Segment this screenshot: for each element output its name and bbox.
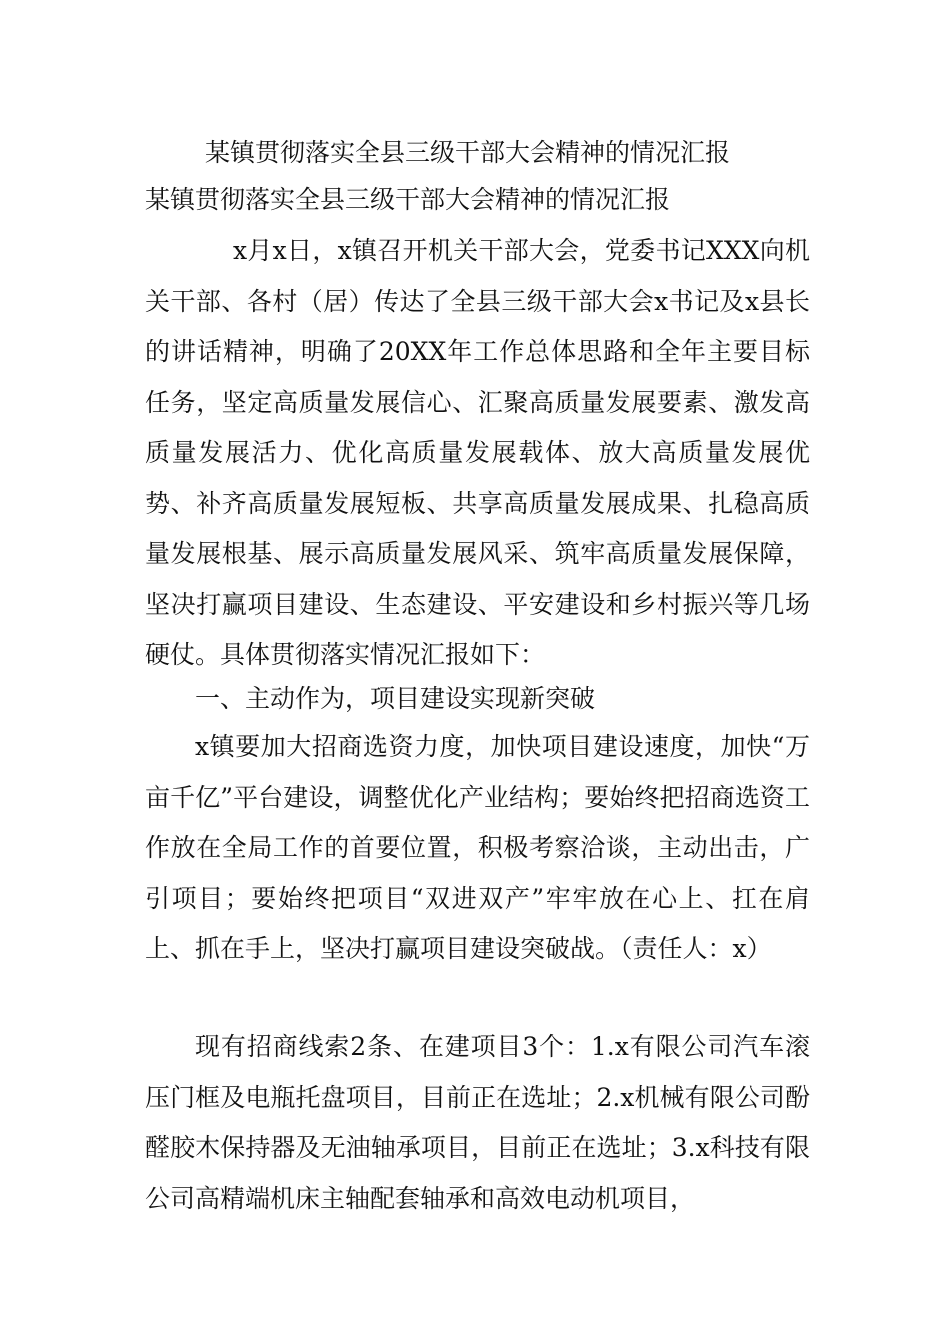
section-heading: 一、主动作为，项目建设实现新突破 (195, 684, 596, 713)
intro-paragraph: x月x日，x镇召开机关干部大会，党委书记XXX向机关干部、各村（居）传达了全县三级干部大会x书记及x县长的讲话精神，明确了20XX年工作总体思路和全年主要目标任务，坚定高质量发展信心、汇聚高质量发展要素、激发高质量发展活力、优化高质量发展载体、放大高质量发展优势、补齐高质量发展短板、共享高质量发展成果、扎稳高质量发展根基、展示高质量发展风采、筑牢高质量发展保障，坚决打赢项目建设、生态建设、平安建设和乡村振兴等几场硬仗。具体贯彻落实情况汇报如下： (145, 236, 810, 669)
section-body-paragraph: x镇要加大招商选资力度，加快项目建设速度，加快“万亩千亿”平台建设，调整优化产业结构；要始终把招商选资工作放在全局工作的首要位置，积极考察洽谈，主动出击，广引项目；要始终把项目“双进双产”牢牢放在心上、扛在肩上、抓在手上，坚决打赢项目建设突破战。（责任人：x） (145, 732, 810, 963)
document-header-title: 某镇贯彻落实全县三级干部大会精神的情况汇报 (205, 138, 731, 167)
document-title: 某镇贯彻落实全县三级干部大会精神的情况汇报 (145, 185, 671, 214)
projects-paragraph: 现有招商线索2条、在建项目3个：1.x有限公司汽车滚压门框及电瓶托盘项目，目前正在选址；2.x机械有限公司酚醛胶木保持器及无油轴承项目，目前正在选址；3.x科技有限公司高精端机床主轴配套轴承和高效电动机项目， (145, 1032, 810, 1213)
